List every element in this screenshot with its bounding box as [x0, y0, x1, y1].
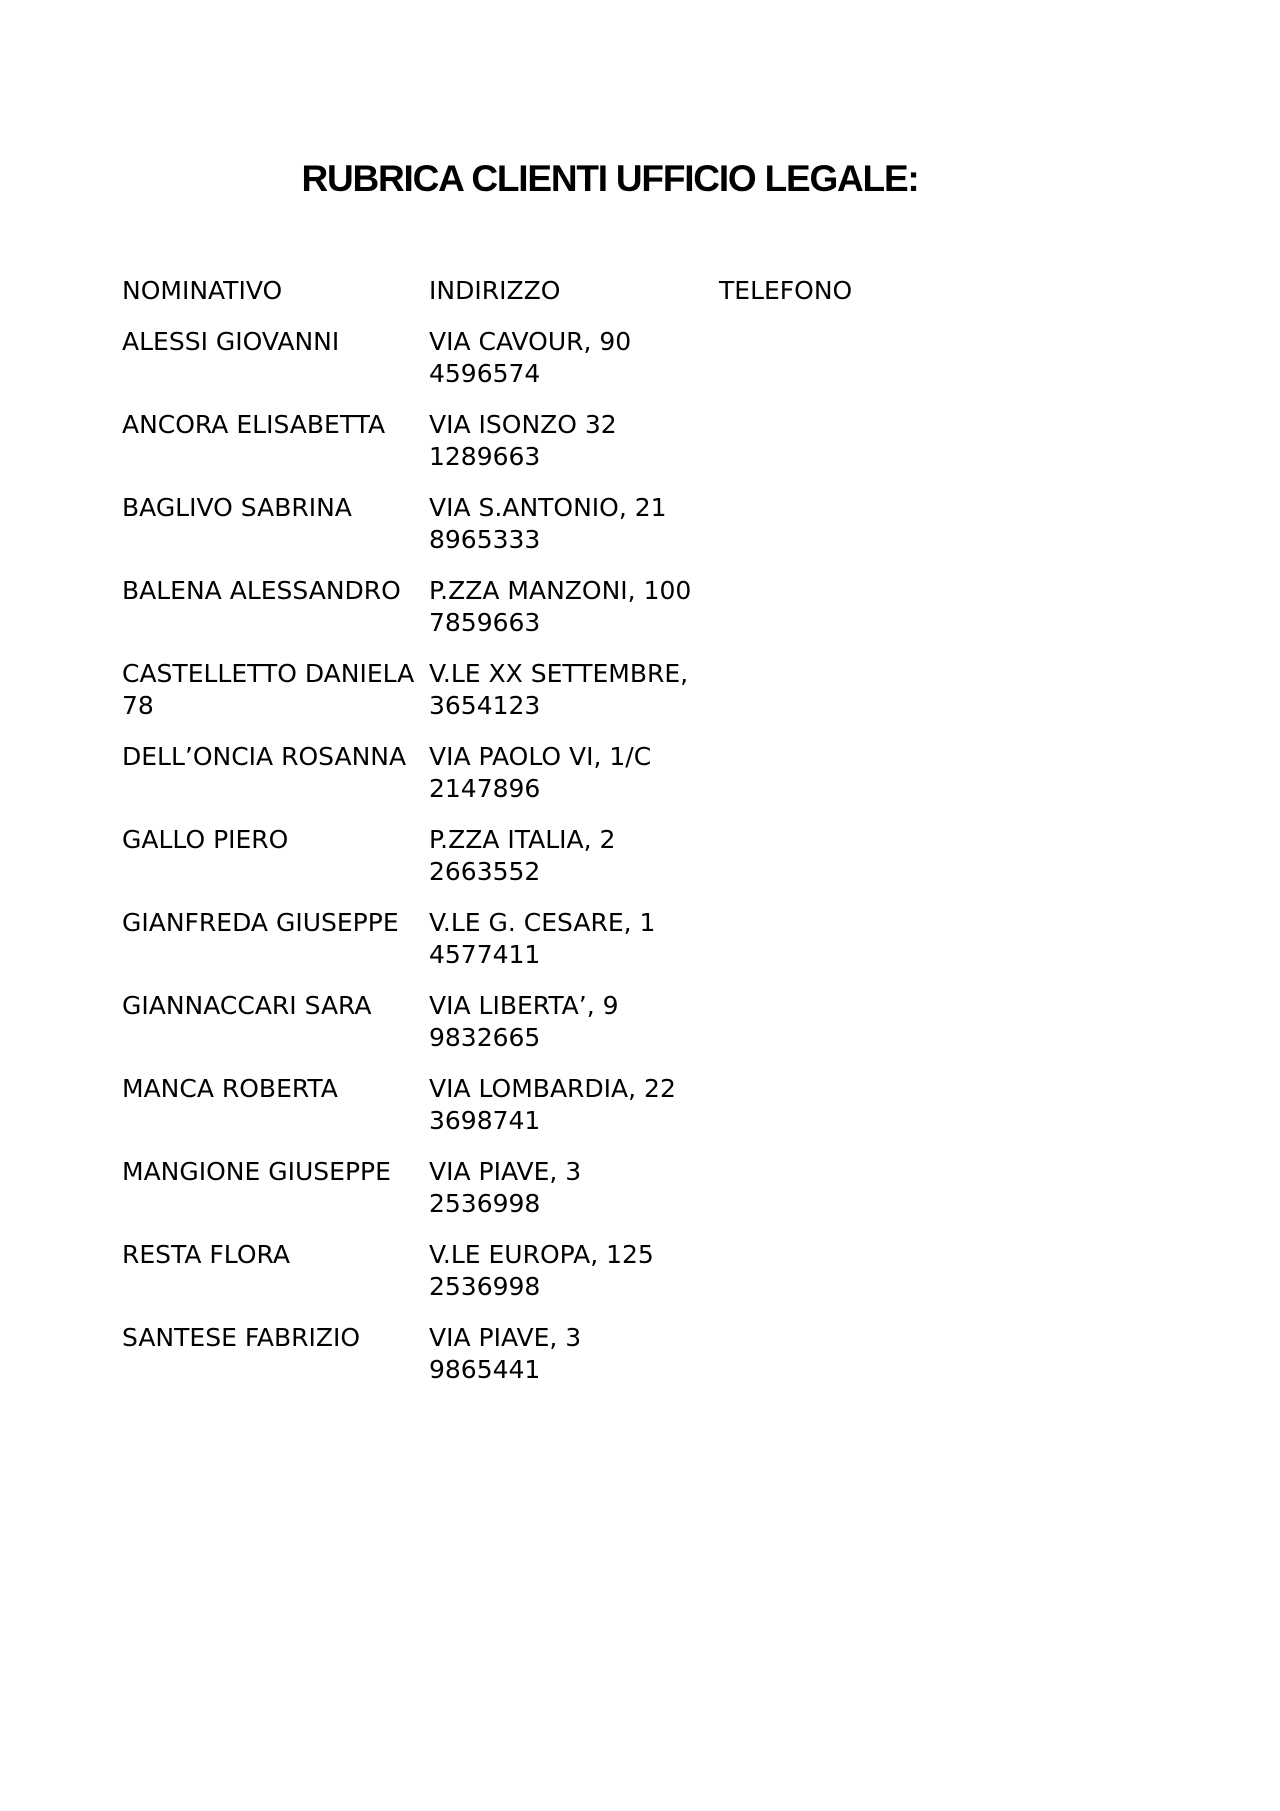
contact-phone: 2147896: [429, 774, 541, 803]
contact-entry: [0, 1321, 1280, 1404]
contact-name: MANGIONE GIUSEPPE: [122, 1157, 391, 1186]
contact-name: ALESSI GIOVANNI: [122, 327, 340, 356]
contact-entry: [0, 657, 1280, 740]
contact-name: DELL’ONCIA ROSANNA: [122, 742, 407, 771]
contact-phone: 3698741: [429, 1106, 541, 1135]
table-header: [0, 274, 1280, 307]
contact-phone: 2536998: [429, 1189, 541, 1218]
contact-name: BAGLIVO SABRINA: [122, 493, 352, 522]
contact-entry: [0, 491, 1280, 574]
contact-name: RESTA FLORA: [122, 1240, 290, 1269]
contact-name: BALENA ALESSANDRO: [122, 576, 401, 605]
contact-entry: [0, 989, 1280, 1072]
contact-entry: [0, 1072, 1280, 1155]
contact-address: VIA LOMBARDIA, 22: [429, 1074, 676, 1103]
contact-address: VIA PAOLO VI, 1/C: [429, 742, 652, 771]
contact-entry: [0, 1238, 1280, 1321]
contact-address: VIA CAVOUR, 90: [429, 327, 632, 356]
contact-entry: [0, 325, 1280, 408]
contact-entry: [0, 408, 1280, 491]
contact-entry: [0, 740, 1280, 823]
contact-entry: [0, 906, 1280, 989]
contact-phone: 1289663: [429, 442, 541, 471]
contact-phone: 4577411: [429, 940, 541, 969]
contact-phone: 2663552: [429, 857, 541, 886]
contact-name: SANTESE FABRIZIO: [122, 1323, 361, 1352]
contact-entry: [0, 574, 1280, 657]
contact-address: V.LE G. CESARE, 1: [429, 908, 656, 937]
contact-phone: 2536998: [429, 1272, 541, 1301]
contact-phone: 3654123: [429, 691, 541, 720]
contact-address: V.LE XX SETTEMBRE,: [429, 659, 689, 688]
contact-name: ANCORA ELISABETTA: [122, 410, 386, 439]
contact-address: VIA PIAVE, 3: [429, 1323, 582, 1352]
contact-name: GALLO PIERO: [122, 825, 289, 854]
contact-name: CASTELLETTO DANIELA: [122, 659, 415, 688]
contact-address: VIA ISONZO 32: [429, 410, 617, 439]
contact-phone: 4596574: [429, 359, 541, 388]
contact-name: GIANNACCARI SARA: [122, 991, 372, 1020]
contact-entry: [0, 1155, 1280, 1238]
contact-phone: 7859663: [429, 608, 541, 637]
contact-phone: 8965333: [429, 525, 541, 554]
header-address: INDIRIZZO: [429, 276, 561, 305]
contact-address: P.ZZA ITALIA, 2: [429, 825, 616, 854]
contact-name: MANCA ROBERTA: [122, 1074, 338, 1103]
contact-address: VIA LIBERTA’, 9: [429, 991, 619, 1020]
contact-address: VIA PIAVE, 3: [429, 1157, 582, 1186]
header-name: NOMINATIVO: [122, 276, 283, 305]
contact-address: VIA S.ANTONIO, 21: [429, 493, 667, 522]
contact-address: P.ZZA MANZONI, 100: [429, 576, 692, 605]
contact-entry: [0, 823, 1280, 906]
contact-name: GIANFREDA GIUSEPPE: [122, 908, 399, 937]
contact-phone: 9832665: [429, 1023, 541, 1052]
contact-address: V.LE EUROPA, 125: [429, 1240, 654, 1269]
contact-name-continued: 78: [122, 691, 154, 720]
header-phone: TELEFONO: [719, 276, 853, 305]
page-title: RUBRICA CLIENTI UFFICIO LEGALE:: [301, 158, 919, 199]
contact-list: [0, 325, 1280, 1404]
contact-phone: 9865441: [429, 1355, 541, 1384]
